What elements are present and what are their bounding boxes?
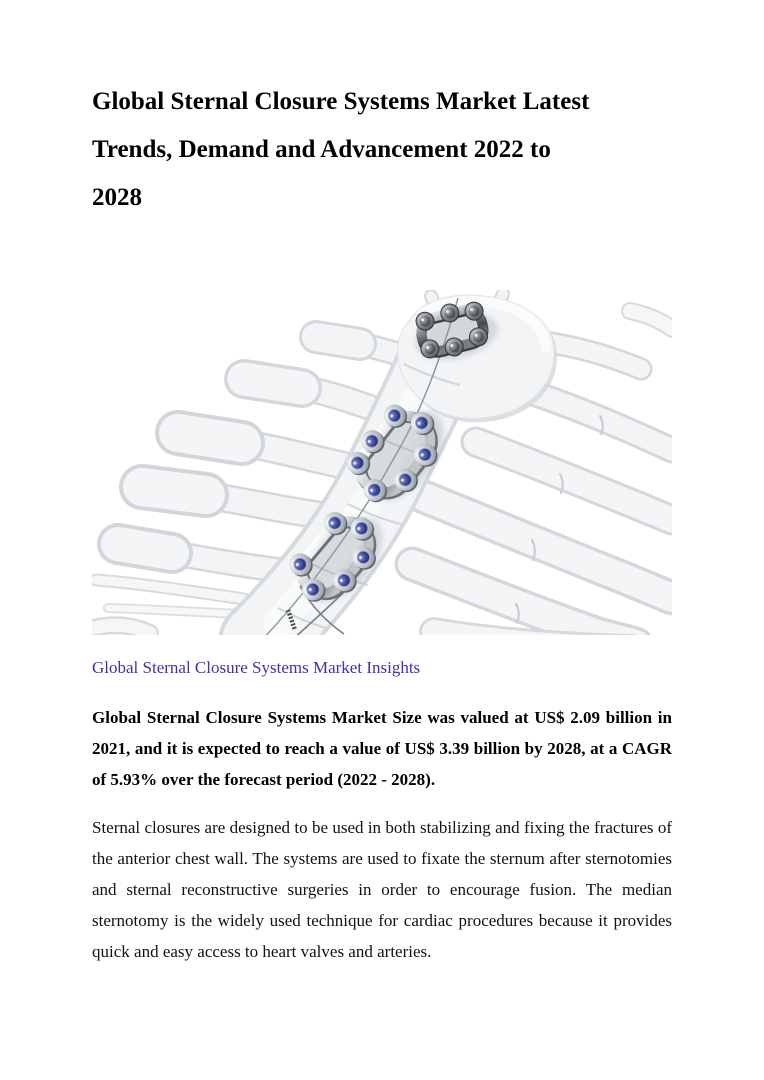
- title-line-1: Global Sternal Closure Systems Market Latest: [92, 88, 590, 115]
- market-size-paragraph: Global Sternal Closure Systems Market Size was valued at US$ 2.09 billion in 2021, and it is expected to reach a value of US$ 3.39 billion by 2028, at a CAGR of 5.93% over the forecast period (2022 - 2028).: [92, 708, 672, 789]
- page-title: [92, 78, 672, 222]
- title-line-3: 2028: [92, 184, 142, 211]
- body-paragraph: Sternal closures are designed to be used in both stabilizing and fixing the fractures of the anterior chest wall. The systems are used to fixate the sternum after sternotomies and sternal reconstructive surgeries in order to encourage fusion. The median sternotomy is the widely used technique for cardiac procedures because it provides quick and easy access to heart valves and arteries.: [92, 818, 672, 961]
- insights-link-line: [92, 655, 672, 681]
- sternal-closure-figure: [92, 290, 672, 635]
- title-line-2: Trends, Demand and Advancement 2022 to: [92, 136, 551, 163]
- sternum-3d-render: [92, 290, 672, 635]
- market-insights-link[interactable]: Global Sternal Closure Systems Market Insights: [92, 658, 421, 677]
